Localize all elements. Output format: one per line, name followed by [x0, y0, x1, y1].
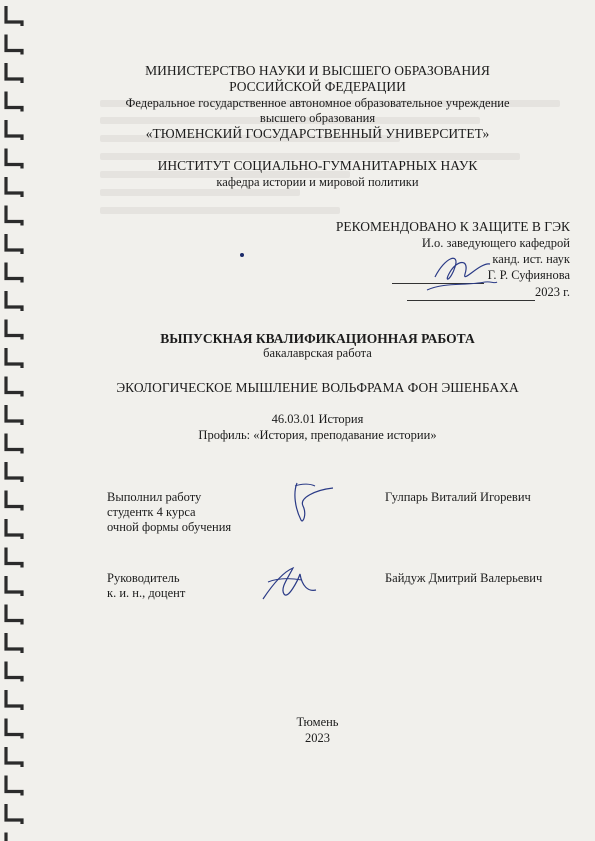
binding-loop: [6, 833, 22, 841]
ink-dot: [240, 253, 244, 257]
work-code: 46.03.01 История: [271, 412, 364, 426]
author-line-3: очной формы обучения: [107, 520, 232, 534]
binding-loop: [6, 776, 22, 796]
approval-signature-icon: [425, 252, 500, 297]
binding-loop: [6, 804, 22, 824]
footer-city: Тюмень: [296, 715, 339, 729]
binding-loop: [6, 633, 22, 653]
supervisor-line-1: Руководитель: [107, 571, 180, 585]
work-profile: Профиль: «История, преподавание истории»: [198, 428, 437, 442]
binding-loop: [6, 177, 22, 197]
institute-name: ИНСТИТУТ СОЦИАЛЬНО-ГУМАНИТАРНЫХ НАУК: [157, 158, 478, 173]
supervisor-line-2: к. и. н., доцент: [107, 586, 186, 600]
binding-loop: [6, 263, 22, 283]
binding-loop: [6, 605, 22, 625]
approval-date: 2023 г.: [535, 285, 570, 299]
supervisor-name: Байдуж Дмитрий Валерьевич: [385, 571, 543, 585]
binding-loop: [6, 719, 22, 739]
binding-loop: [6, 35, 22, 55]
author-line-2: студентк 4 курса: [107, 505, 196, 519]
binding-loop: [6, 462, 22, 482]
institution-line-2: высшего образования: [259, 111, 376, 125]
binding-loop: [6, 63, 22, 83]
binding-loop: [6, 291, 22, 311]
binding-loop: [6, 491, 22, 511]
binding-loop: [6, 206, 22, 226]
approval-degree: канд. ист. наук: [492, 252, 570, 266]
institution-line-1: Федеральное государственное автономное образовательное учреждение: [125, 96, 510, 110]
binding-loop: [6, 519, 22, 539]
binding-loop: [6, 234, 22, 254]
ministry-line-1: МИНИСТЕРСТВО НАУКИ И ВЫСШЕГО ОБРАЗОВАНИЯ: [145, 63, 490, 78]
binding-loop: [6, 690, 22, 710]
author-name: Гулпарь Виталий Игоревич: [385, 490, 531, 504]
binding-loop: [6, 662, 22, 682]
binding-loop: [6, 320, 22, 340]
university-name: «ТЮМЕНСКИЙ ГОСУДАРСТВЕННЫЙ УНИВЕРСИТЕТ»: [145, 126, 490, 141]
author-block: [107, 490, 231, 535]
work-subtype: бакалаврская работа: [263, 346, 372, 360]
binding-loop: [6, 149, 22, 169]
work-type: ВЫПУСКНАЯ КВАЛИФИКАЦИОННАЯ РАБОТА: [160, 331, 475, 346]
binding-loop: [6, 6, 22, 26]
approval-name: Г. Р. Суфиянова: [487, 268, 570, 282]
approval-role: И.о. заведующего кафедрой: [421, 236, 570, 250]
binding-loop: [6, 576, 22, 596]
binding-loop: [6, 434, 22, 454]
binding-loop: [6, 548, 22, 568]
approval-title: РЕКОМЕНДОВАНО К ЗАЩИТЕ В ГЭК: [335, 219, 570, 234]
binding-loop: [6, 377, 22, 397]
binding-loop: [6, 120, 22, 140]
supervisor-signature-icon: [258, 564, 318, 604]
author-signature-icon: [275, 478, 335, 528]
ministry-line-2: РОССИЙСКОЙ ФЕДЕРАЦИИ: [229, 79, 406, 94]
binding-loop: [6, 747, 22, 767]
spiral-binding: [0, 0, 36, 841]
author-line-1: Выполнил работу: [107, 490, 202, 504]
department-name: кафедра истории и мировой политики: [216, 175, 419, 189]
binding-loop: [6, 348, 22, 368]
binding-loop: [6, 405, 22, 425]
footer-year: 2023: [305, 731, 330, 745]
supervisor-block: [107, 571, 185, 601]
work-title: ЭКОЛОГИЧЕСКОЕ МЫШЛЕНИЕ ВОЛЬФРАМА ФОН ЭШЕНБАХА: [116, 380, 519, 395]
binding-loop: [6, 92, 22, 112]
